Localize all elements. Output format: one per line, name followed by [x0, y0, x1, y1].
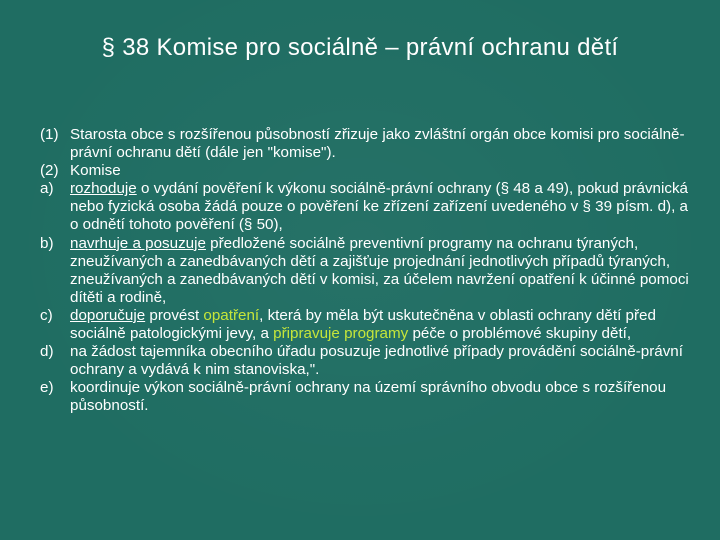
item-text: péče o problémové skupiny dětí, [408, 325, 632, 343]
item-label: a) [40, 180, 54, 198]
item-label: d) [40, 343, 54, 361]
item-b [40, 235, 690, 307]
item-verb: doporučuje [70, 306, 146, 324]
item-a [40, 180, 690, 234]
item-d [40, 343, 690, 379]
paragraph-1 [40, 126, 690, 162]
slide-title: § 38 Komise pro sociálně – právní ochranu dětí [101, 34, 619, 61]
item-text: , která by měla být uskutečněna v oblasti ochrany dětí před sociálně patologickými jevy, a [70, 306, 656, 343]
item-label: e) [40, 379, 54, 397]
item-text: o vydání pověření k výkonu sociálně-právní ochrany (§ 48 a 49), pokud právnická nebo fyzická osoba žádá pouze o pověření ke zřízení zařízení uvedeného v § 39 písm. d), a o odnětí tohoto pověření (§ 50), [70, 180, 689, 234]
item-text: koordinuje výkon sociálně-právní ochrany na území správního obvodu obce s rozšířenou působností. [70, 379, 667, 415]
item-text: na žádost tajemníka obecního úřadu posuzuje jednotlivé případy provádění sociálně-právní ochrany a vydává k nim stanoviska,". [70, 343, 683, 379]
item-text: předložené sociálně preventivní programy na ochranu týraných, zneužívaných a zanedbávaných dětí a zajišťuje projednání jednotlivých případů týraných, zneužívaných a zanedbávaných dětí v komisi, za účelem navržení opatření k účinné pomoci dítěti a rodině, [70, 234, 689, 306]
item-label: c) [40, 306, 53, 324]
paragraph-label: (2) [40, 162, 59, 180]
highlight-text: opatření [203, 306, 260, 324]
item-label: b) [40, 234, 54, 252]
paragraph-text: Komise [70, 162, 121, 180]
item-e [40, 379, 690, 415]
item-c [40, 307, 690, 343]
item-verb: navrhuje a posuzuje [70, 234, 206, 252]
slide-body [40, 126, 690, 416]
highlight-text: připravuje programy [273, 325, 409, 343]
item-text: provést [145, 306, 204, 324]
paragraph-label: (1) [40, 126, 59, 143]
paragraph-2 [40, 162, 690, 180]
item-verb: rozhoduje [70, 180, 137, 198]
paragraph-text: Starosta obce s rozšířenou působností zřizuje jako zvláštní orgán obce komisi pro sociálně-právní ochranu dětí (dále jen "komise"). [70, 126, 685, 162]
